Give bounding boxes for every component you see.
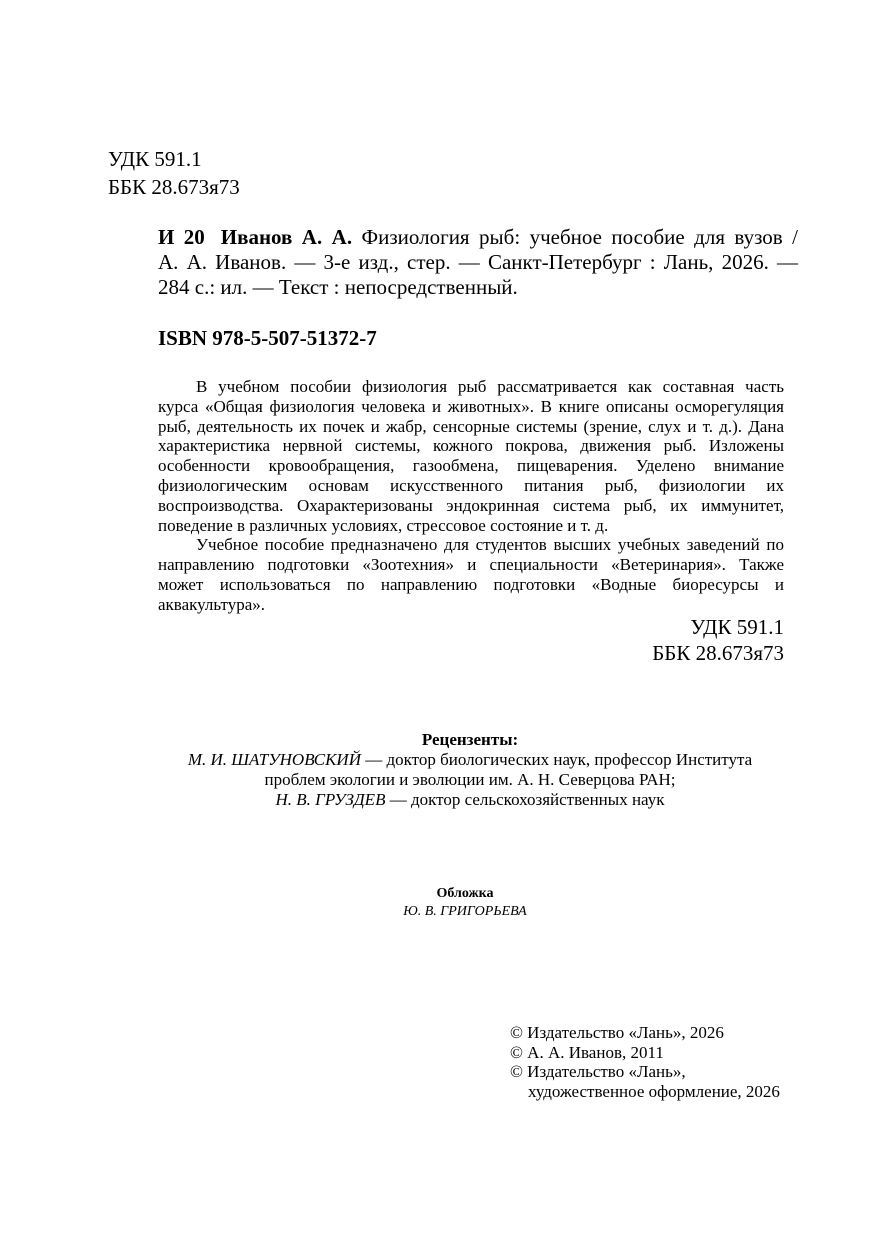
bib-line-2: А. А. Иванов. — 3-е изд., стер. — Санкт-Петербург : Лань, 2026. —: [158, 250, 798, 274]
cover-credit: [300, 885, 630, 921]
reviewer-1-name: М. И. ШАТУНОВСКИЙ: [187, 750, 361, 769]
bib-line-3: 284 с.: ил. — Текст : непосредственный.: [158, 275, 518, 299]
abstract-line: поведение в различных условиях, стрессовое состояние и т. д.: [158, 515, 609, 535]
bibliographic-record: [158, 225, 798, 300]
bib-author: Иванов А. А.: [220, 225, 353, 249]
bib-title: Физиология рыб: учебное пособие для вузов /: [361, 225, 798, 249]
abstract-line: особенности кровообращения, газообмена, пищеварения. Уделено внимание: [158, 456, 784, 476]
author-mark-code: И 20: [158, 225, 205, 249]
udk-code: УДК 591.1: [108, 147, 202, 171]
isbn: ISBN 978-5-507-51372-7: [158, 326, 377, 350]
reviewer-2: [150, 790, 790, 810]
udk-code-bottom: УДК 591.1: [690, 615, 784, 639]
abstract-line: физиологическим основам искусственного питания рыб, физиологии их: [158, 475, 784, 495]
classification-footer: [600, 614, 784, 666]
classification-header: [108, 145, 240, 201]
abstract-line: рыб, деятельность их почек и жабр, сенсорные системы (зрение, слух и т. д.). Дана: [158, 416, 784, 436]
cover-designer: Ю. В. ГРИГОРЬЕВА: [403, 904, 527, 919]
copyright-line: художественное оформление, 2026: [528, 1081, 780, 1101]
copyright-line: © Издательство «Лань», 2026: [510, 1023, 724, 1042]
abstract: [158, 377, 784, 615]
reviewers-block: [150, 730, 790, 810]
abstract-line: направлению подготовки «Зоотехния» и специальности «Ветеринария». Также: [158, 555, 784, 575]
abstract-line: может использоваться по направлению подготовки «Водные биоресурсы и: [158, 574, 784, 594]
abstract-line: характеристика нервной системы, кожного покрова, движения рыб. Изложены: [158, 436, 784, 456]
reviewer-1-desc: — доктор биологических наук, профессор Института: [360, 750, 753, 769]
cover-heading: Обложка: [436, 886, 494, 901]
copyright-line: © А. А. Иванов, 2011: [510, 1042, 664, 1062]
bbk-code-bottom: ББК 28.673я73: [652, 641, 784, 665]
abstract-line: аквакультура».: [158, 594, 266, 614]
copyright-line: © Издательство «Лань»,: [510, 1062, 686, 1081]
abstract-line: курса «Общая физиология человека и животных». В книге описаны осморегуляция: [158, 396, 784, 416]
abstract-line: В учебном пособии физиология рыб рассматривается как составная часть: [196, 377, 784, 396]
bbk-code: ББК 28.673я73: [108, 175, 240, 199]
bib-line-1: [158, 225, 798, 250]
abstract-line: Учебное пособие предназначено для студентов высших учебных заведений по: [196, 535, 784, 555]
reviewer-2-name: Н. В. ГРУЗДЕВ: [275, 790, 386, 809]
copyright-block: [510, 1023, 780, 1101]
reviewer-2-desc: — доктор сельскохозяйственных наук: [385, 790, 665, 809]
abstract-line: воспроизводства. Охарактеризованы эндокринная система рыб, их иммунитет,: [158, 495, 784, 515]
reviewer-1: [150, 750, 790, 770]
reviewer-1-affiliation: проблем экологии и эволюции им. А. Н. Северцова РАН;: [264, 770, 676, 789]
reviewers-heading: Рецензенты:: [421, 730, 519, 749]
